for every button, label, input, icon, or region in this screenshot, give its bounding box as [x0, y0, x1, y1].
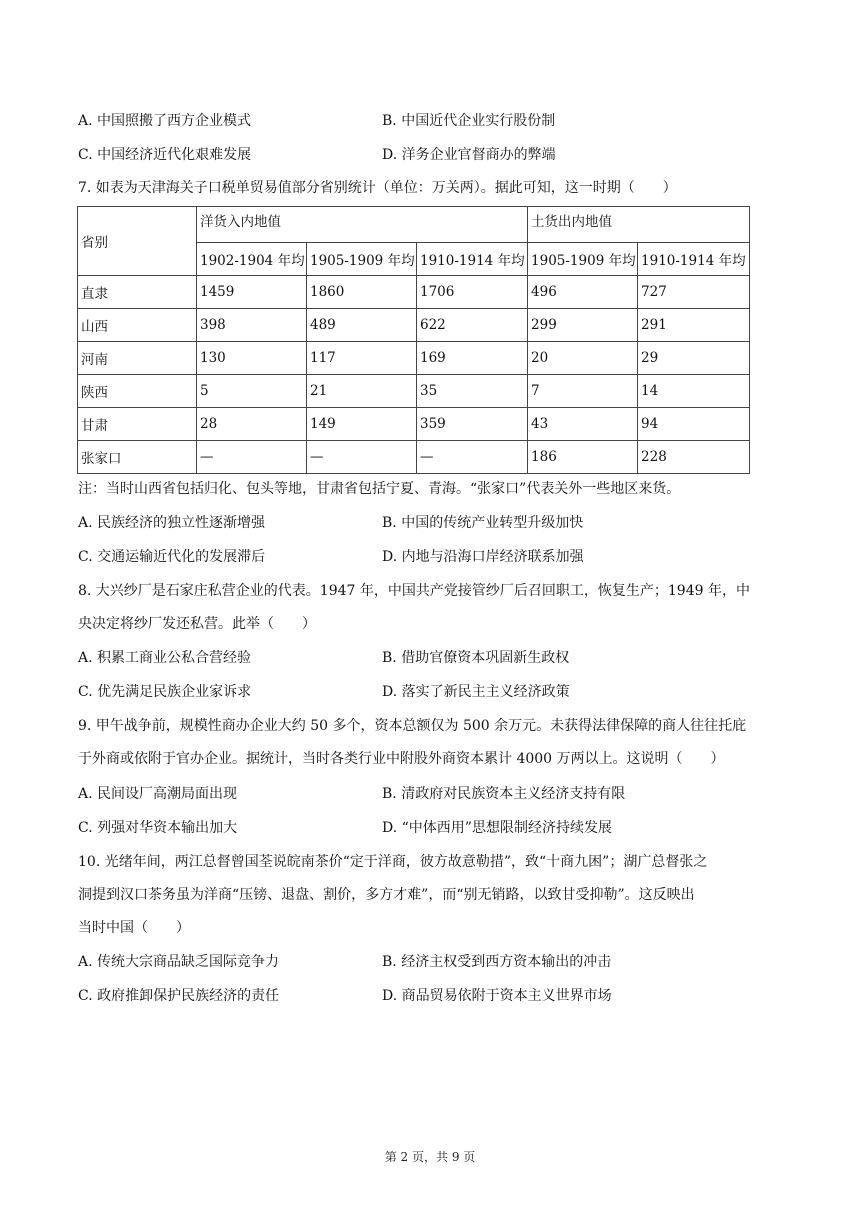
value-cell: 727	[638, 276, 750, 309]
q7-option-a: A. 民族经济的独立性逐渐增强	[78, 515, 266, 531]
q10-stem-line-2: 洞提到汉口茶务虽为洋商“压镑、退盘、割价，多方才难”，而“别无销路，以致甘受抑勒”。这反映出	[78, 887, 695, 903]
province-cell: 甘肃	[78, 408, 197, 441]
period-header: 1902-1904 年均	[197, 243, 307, 276]
q7-option-d: D. 内地与沿海口岸经济联系加强	[382, 549, 584, 565]
table-header-row	[78, 207, 750, 243]
value-cell: 496	[528, 276, 638, 309]
q10-option-b: B. 经济主权受到西方资本输出的冲击	[382, 954, 612, 970]
table-row	[78, 342, 750, 375]
table-row	[78, 408, 750, 441]
q10-option-a: A. 传统大宗商品缺乏国际竞争力	[78, 954, 280, 970]
q8-stem-line-2: 央决定将纱厂发还私营。此举（ ）	[78, 616, 316, 632]
value-cell: 398	[197, 309, 307, 342]
q9-option-c: C. 列强对华资本输出加大	[78, 820, 238, 836]
q7-table-note: 注：当时山西省包括归化、包头等地，甘肃省包括宁夏、青海。“张家口”代表关外一些地区来货。	[78, 481, 681, 497]
value-cell: 14	[638, 375, 750, 408]
value-cell: 130	[197, 342, 307, 375]
q8-option-d: D. 落实了新民主主义经济政策	[382, 684, 570, 700]
page-number: 第 2 页，共 9 页	[384, 1150, 476, 1164]
province-cell: 陕西	[78, 375, 197, 408]
q8-stem-line-1: 8. 大兴纱厂是石家庄私营企业的代表。1947 年，中国共产党接管纱厂后召回职工，恢复生产；1949 年，中	[78, 583, 750, 599]
period-header: 1910-1914 年均	[638, 243, 750, 276]
value-cell: 43	[528, 408, 638, 441]
value-cell: 186	[528, 441, 638, 474]
value-cell: 291	[638, 309, 750, 342]
period-header: 1905-1909 年均	[307, 243, 417, 276]
value-cell: —	[197, 441, 307, 474]
table-row	[78, 375, 750, 408]
value-cell: 5	[197, 375, 307, 408]
q8-option-a: A. 积累工商业公私合营经验	[78, 650, 252, 666]
value-cell: 20	[528, 342, 638, 375]
value-cell: —	[307, 441, 417, 474]
value-cell: 21	[307, 375, 417, 408]
value-cell: —	[417, 441, 528, 474]
value-cell: 489	[307, 309, 417, 342]
value-cell: 28	[197, 408, 307, 441]
period-header: 1910-1914 年均	[417, 243, 528, 276]
value-cell: 94	[638, 408, 750, 441]
table-row	[78, 441, 750, 474]
q10-stem-line-1: 10. 光绪年间，两江总督曾国荃说皖南茶价“定于洋商，彼方故意勒措”，致“十商九困”；湖广总督张之	[78, 854, 708, 870]
value-cell: 228	[638, 441, 750, 474]
q10-option-c: C. 政府推卸保护民族经济的责任	[78, 988, 280, 1004]
value-cell: 7	[528, 375, 638, 408]
q9-stem-line-2: 于外商或依附于官办企业。据统计，当时各类行业中附股外商资本累计 4000 万两以上。这说明（ ）	[78, 751, 725, 767]
value-cell: 117	[307, 342, 417, 375]
province-cell: 山西	[78, 309, 197, 342]
value-cell: 1860	[307, 276, 417, 309]
province-cell: 直隶	[78, 276, 197, 309]
q10-stem-line-3: 当时中国（ ）	[78, 920, 190, 936]
exports-group-header: 土货出内地值	[528, 207, 750, 243]
value-cell: 1706	[417, 276, 528, 309]
imports-group-header: 洋货入内地值	[197, 207, 528, 243]
q10-option-d: D. 商品贸易依附于资本主义世界市场	[382, 988, 612, 1004]
table-row	[78, 309, 750, 342]
q9-option-d: D. “中体西用”思想限制经济持续发展	[382, 820, 612, 836]
table-row	[78, 276, 750, 309]
q9-stem-line-1: 9. 甲午战争前，规模性商办企业大约 50 多个，资本总额仅为 500 余万元。未获得法律保障的商人往往托庇	[78, 718, 747, 734]
q6-option-d: D. 洋务企业官督商办的弊端	[382, 147, 556, 163]
q6-option-c: C. 中国经济近代化艰难发展	[78, 147, 252, 163]
q8-option-b: B. 借助官僚资本巩固新生政权	[382, 650, 570, 666]
value-cell: 622	[417, 309, 528, 342]
q7-option-b: B. 中国的传统产业转型升级加快	[382, 515, 584, 531]
q6-option-a: A. 中国照搬了西方企业模式	[78, 113, 252, 129]
q9-option-b: B. 清政府对民族资本主义经济支持有限	[382, 786, 626, 802]
value-cell: 149	[307, 408, 417, 441]
value-cell: 35	[417, 375, 528, 408]
value-cell: 359	[417, 408, 528, 441]
value-cell: 169	[417, 342, 528, 375]
province-cell: 河南	[78, 342, 197, 375]
province-cell: 张家口	[78, 441, 197, 474]
q7-stem: 7. 如表为天津海关子口税单贸易值部分省别统计（单位：万关两）。据此可知，这一时期（ ）	[78, 180, 677, 196]
q9-option-a: A. 民间设厂高潮局面出现	[78, 786, 238, 802]
period-header: 1905-1909 年均	[528, 243, 638, 276]
value-cell: 29	[638, 342, 750, 375]
value-cell: 299	[528, 309, 638, 342]
value-cell: 1459	[197, 276, 307, 309]
q6-option-b: B. 中国近代企业实行股份制	[382, 113, 556, 129]
trade-statistics-table	[77, 206, 750, 474]
q8-option-c: C. 优先满足民族企业家诉求	[78, 684, 252, 700]
province-header: 省别	[78, 207, 197, 276]
q7-option-c: C. 交通运输近代化的发展滞后	[78, 549, 266, 565]
